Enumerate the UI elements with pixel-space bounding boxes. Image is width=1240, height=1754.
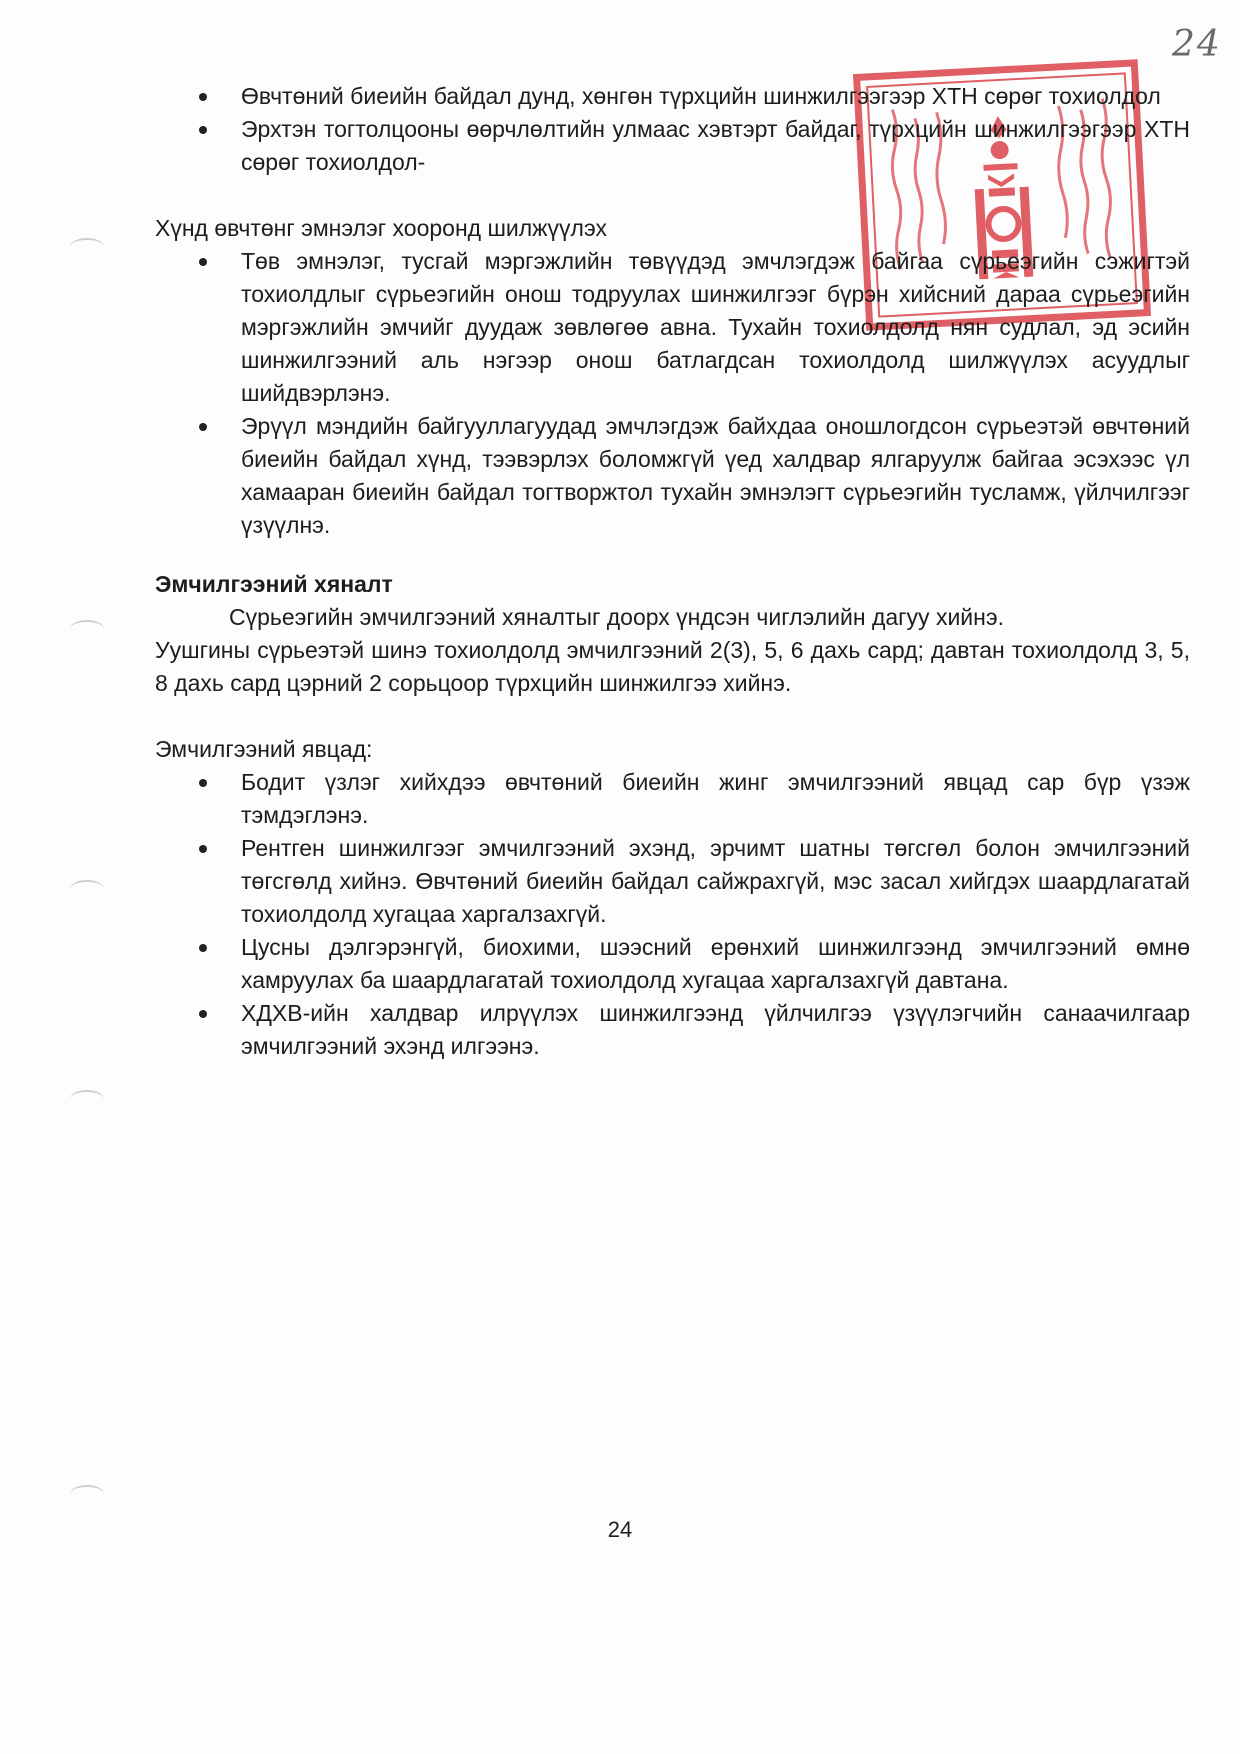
section-title-during-treatment: Эмчилгээний явцад: <box>155 736 373 762</box>
section-title-transfer: Хүнд өвчтөнг эмнэлэг хооронд шилжүүлэх <box>155 215 607 241</box>
page-number: 24 <box>607 1517 633 1542</box>
bullet-icon <box>199 845 207 853</box>
handwritten-page-number: 24 <box>1172 24 1222 65</box>
section-heading-treatment-monitoring: Эмчилгээний хяналт <box>155 571 393 597</box>
document-body <box>155 80 1190 1063</box>
monitoring-intro: Сүрьеэгийн эмчилгээний хяналтыг доорх үндсэн чиглэлийн дагуу хийнэ. <box>229 604 1004 630</box>
bullet-icon <box>199 944 207 952</box>
list-item: Эрүүл мэндийн байгууллагуудад эмчлэгдэж байхдаа оношлогдсон сүрьеэтэй өвчтөний биеийн байдал хүнд, тээвэрлэх боломжгүй үед халдвар ялгаруулж байгаа эсэхээс үл хамааран биеийн байдал тогтворжтол тухайн эмнэлэгт сүрьеэгийн тусламж, үйлчилгээг үзүүлнэ. <box>241 410 1190 542</box>
punch-mark <box>70 1090 104 1108</box>
list-item: Бодит үзлэг хийхдээ өвчтөний биеийн жинг эмчилгээний явцад сар бүр үзэж тэмдэглэнэ. <box>241 766 1190 832</box>
status-bullet-list <box>155 80 1190 179</box>
list-item: Цусны дэлгэрэнгүй, биохими, шээсний ерөнхий шинжилгээнд эмчилгээний өмнө хамруулах ба шаардлагатай тохиолдолд хугацаа харгалзахгүй давтана. <box>241 931 1190 997</box>
bullet-icon <box>199 1010 207 1018</box>
during-treatment-bullet-list <box>155 766 1190 1063</box>
list-item: Өвчтөний биеийн байдал дунд, хөнгөн түрхцийн шинжилгээгээр ХТН сөрөг тохиолдол <box>241 80 1190 113</box>
bullet-icon <box>199 93 207 101</box>
transfer-bullet-list <box>155 245 1190 542</box>
bullet-icon <box>199 779 207 787</box>
bullet-icon <box>199 126 207 134</box>
punch-mark <box>70 1485 104 1503</box>
punch-mark <box>70 880 104 898</box>
punch-mark <box>70 238 104 256</box>
list-item: ХДХВ-ийн халдвар илрүүлэх шинжилгээнд үйлчилгээ үзүүлэгчийн санаачилгаар эмчилгээний эхэнд илгээнэ. <box>241 997 1190 1063</box>
list-item: Төв эмнэлэг, тусгай мэргэжлийн төвүүдэд эмчлэгдэж байгаа сүрьеэгийн сэжигтэй тохиолдлыг сүрьеэгийн онош тодруулах шинжилгээг бүрэн хийсний дараа сүрьеэгийн мэргэжлийн эмчийг дуудаж зөвлөгөө авна. Тухайн тохиолдолд нян судлал, эд эсийн шинжилгээний аль нэгээр онош батлагдсан тохиолдолд шилжүүлэх асуудлыг шийдвэрлэнэ. <box>241 245 1190 410</box>
list-item: Рентген шинжилгээг эмчилгээний эхэнд, эрчимт шатны төгсгөл болон эмчилгээний төгсгөлд хийнэ. Өвчтөний биеийн байдал сайжрахгүй, мэс засал хийгдэх шаардлагатай тохиолдолд хугацаа харгалзахгүй. <box>241 832 1190 931</box>
monitoring-paragraph: Уушгины сүрьеэтэй шинэ тохиолдолд эмчилгээний 2(3), 5, 6 дахь сард; давтан тохиолдолд 3, 5, 8 дахь сард цэрний 2 сорьцоор түрхцийн шинжилгээ хийнэ. <box>155 637 1190 696</box>
list-item: Эрхтэн тогтолцооны өөрчлөлтийн улмаас хэвтэрт байдаг, түрхцийн шинжилгээгээр ХТН сөрөг тохиолдол- <box>241 113 1190 179</box>
bullet-icon <box>199 258 207 266</box>
punch-mark <box>70 620 104 638</box>
bullet-icon <box>199 423 207 431</box>
